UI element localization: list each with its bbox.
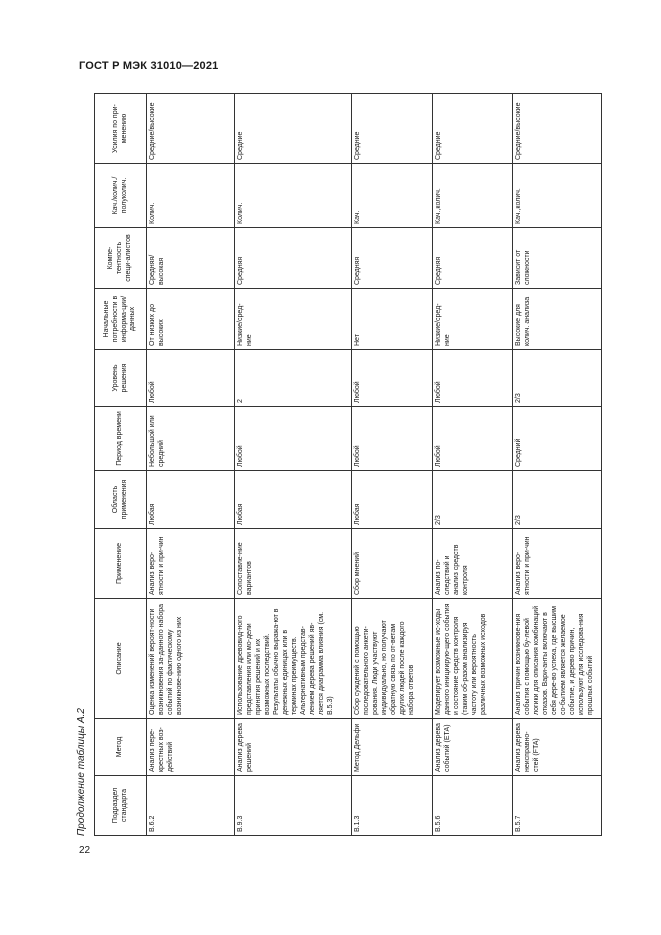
cell-scope: Любая [147,471,235,529]
cell-effort: Средние/высокие [513,94,602,164]
col-header-application: Применение [95,529,147,599]
cell-decision-level: 2 [235,350,352,407]
cell-decision-level: Любой [147,350,235,407]
cell-expertise: Средняя [352,228,433,289]
col-header-qual-quant: Кач./колич./полуколич. [95,164,147,228]
table-row [433,94,513,836]
cell-application: Анализ по-следствий и анализ средств контроля [433,529,513,599]
cell-decision-level: Любой [433,350,513,407]
page-number: 22 [79,845,91,856]
cell-description: Анализ причин возникнове-ния события с помощью бу-левой логики для описания комбинаций отказов. Вари-анты включают в себя дере-во успеха, где высшим со-бытием является желаемое событие, и дерево причин, используют для исследова-ния прошлых событий [513,599,602,719]
cell-qual-quant: Кач.,колич. [513,164,602,228]
cell-scope: Любая [235,471,352,529]
cell-effort: Средние [235,94,352,164]
cell-method: Метод Дельфи [352,719,433,776]
cell-description: Моделирует возможные ис-ходы данного инициирую-щего события и состояние средств контроля (таким об-разом анализируя частоту или вероятность различных возможных исходов [433,599,513,719]
cell-qual-quant: Кач.,колич. [433,164,513,228]
col-header-scope: Область применения [95,471,147,529]
cell-application: Анализ веро-ятности и при-чин [513,529,602,599]
cell-description: Использование древовид-ного представления или мо-дели принятия решений и их возможных последствий. Результаты обычно выража-ют в денежных единицах или в терминах преимуществ. Альтернативным представ-лением дерева решений яв-ляется диаграмма влияния (см. В.5.3) [235,599,352,719]
document-title: ГОСТ Р МЭК 31010—2021 [79,60,219,72]
cell-time-period: Любой [235,407,352,471]
cell-info-needs: От низких до высоких [147,289,235,350]
cell-description: Сбор суждений с помощью последовательного анкети-рования. Люди участвуют индивидуально, но получают обратную связь по от-ветам других людей после каждого набора ответов [352,599,433,719]
table-header-row [95,94,147,836]
col-header-description: Описание [95,599,147,719]
cell-method: Анализ пере-крестных воз-действий [147,719,235,776]
table-row [147,94,235,836]
col-header-time-period: Период времени [95,407,147,471]
cell-qual-quant: Колич. [235,164,352,228]
cell-time-period: Любой [352,407,433,471]
cell-application: Сбор мнений [352,529,433,599]
cell-scope: 2/3 [433,471,513,529]
cell-qual-quant: Кач. [352,164,433,228]
table-row [235,94,352,836]
cell-application: Анализ веро-ятности и при-чин [147,529,235,599]
cell-info-needs: Низкие/сред-ние [433,289,513,350]
cell-effort: Средние/высокие [147,94,235,164]
cell-expertise: Зависит от сложности [513,228,602,289]
cell-method: Анализ дерева неисправно-стей (FTA) [513,719,602,776]
cell-application: Сопоставле-ние вариантов [235,529,352,599]
table-row [352,94,433,836]
cell-method: Анализ дерева решений [235,719,352,776]
cell-method: Анализ дерева событий (ЕТА) [433,719,513,776]
cell-decision-level: 2/3 [513,350,602,407]
col-header-method: Метод [95,719,147,776]
cell-time-period: Небольшой или средний [147,407,235,471]
cell-section: В.6.2 [147,776,235,836]
cell-section: В.5.6 [433,776,513,836]
cell-time-period: Средний [513,407,602,471]
cell-effort: Средние [433,94,513,164]
col-header-info-needs: Начальные потребности в информа-ции/данных [95,289,147,350]
cell-qual-quant: Колич. [147,164,235,228]
cell-section: В.9.3 [235,776,352,836]
cell-info-needs: Высокие для колич. анализа [513,289,602,350]
methods-table [94,93,602,836]
col-header-effort: Усилия по при-менению [95,94,147,164]
cell-scope: Любая [352,471,433,529]
col-header-decision-level: Уровень решения [95,350,147,407]
cell-time-period: Любой [433,407,513,471]
cell-expertise: Средняя/высокая [147,228,235,289]
col-header-expertise: Компе-тентность специ-алистов [95,228,147,289]
cell-info-needs: Низкие/сред-ние [235,289,352,350]
col-header-section: Подраздел стандарта [95,776,147,836]
cell-section: В.1.3 [352,776,433,836]
cell-effort: Средние [352,94,433,164]
table-continuation-label: Продолжение таблицы А.2 [76,708,87,836]
cell-section: В.5.7 [513,776,602,836]
cell-expertise: Средняя [235,228,352,289]
cell-expertise: Средняя [433,228,513,289]
cell-scope: 2/3 [513,471,602,529]
cell-info-needs: Нет [352,289,433,350]
cell-description: Оценка изменений вероят-ности возникновения за-данного набора событий по фактическому возникнове-нию одного из них [147,599,235,719]
cell-decision-level: Любой [352,350,433,407]
table-row [513,94,602,836]
